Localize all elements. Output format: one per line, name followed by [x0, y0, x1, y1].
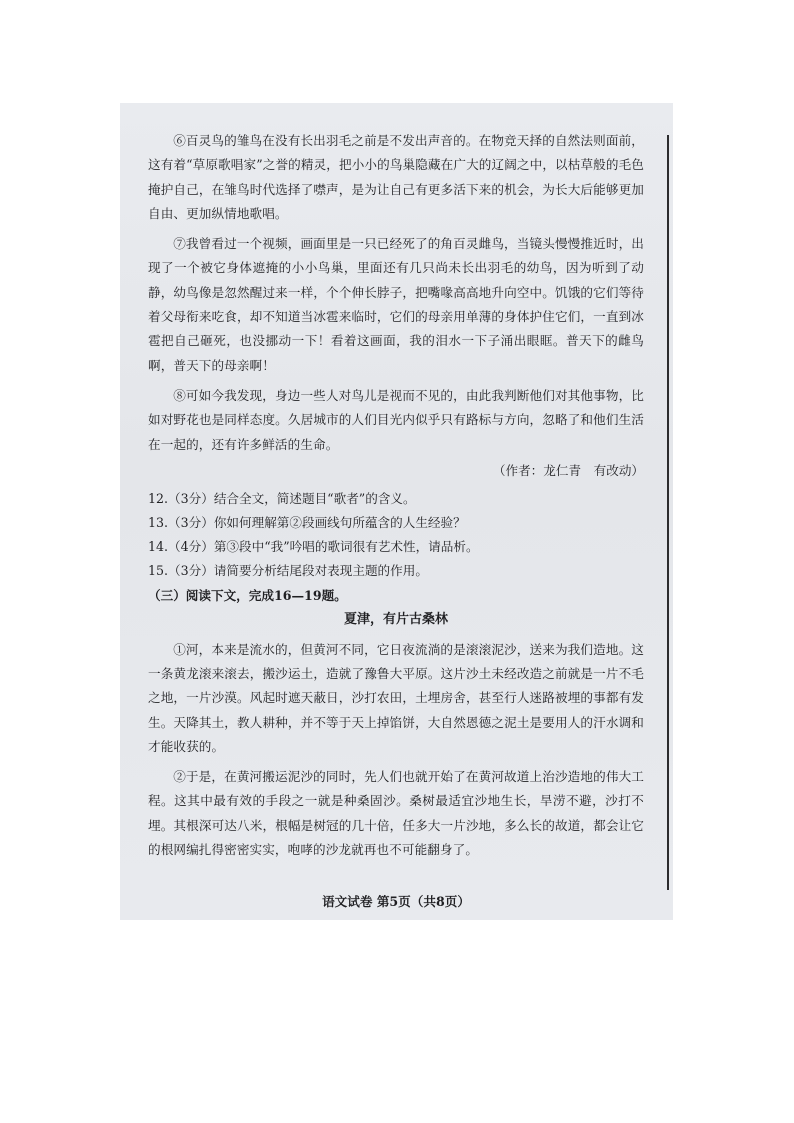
passage-paragraph-2: ②于是，在黄河搬运泥沙的同时，先人们也就开始了在黄河故道上治沙造地的伟大工程。这其中最有效的手段之一就是种桑固沙。桑树最适宜沙地生长，旱涝不避，沙打不埋。其根深可达八米，根幅是树冠的几十倍，任多大一片沙地，多么长的故道，都会让它的根网编扎得密密实实，咆哮的沙龙就再也不可能翻身了。	[148, 769, 644, 858]
section-heading: （三）阅读下文，完成16—19题。	[148, 587, 347, 603]
paragraph-6: ⑥百灵鸟的雏鸟在没有长出羽毛之前是不发出声音的。在物竞天择的自然法则面前，这有着“草原歌唱家”之誉的精灵，把小小的鸟巢隐藏在广大的辽阔之中，以枯草般的毛色掩护自己，在雏鸟时代选择了噤声，是为让自己有更多活下来的机会，为长大后能够更加自由、更加纵情地歌唱。	[148, 133, 644, 221]
passage-title: 夏津，有片古桑林	[343, 611, 448, 627]
question-14: 14.（4分）第③段中“我”吟唱的歌词很有艺术性，请品析。	[148, 539, 479, 555]
question-12: 12.（3分）结合全文，简述题目“歌者”的含义。	[148, 490, 416, 506]
exam-sheet	[148, 129, 644, 909]
paragraph-7: ⑦我曾看过一个视频，画面里是一只已经死了的角百灵雌鸟，当镜头慢慢推近时，出现了一个被它身体遮掩的小小鸟巢，里面还有几只尚未长出羽毛的幼鸟，因为听到了动静，幼鸟像是忽然醒过来一样，个个伸长脖子，把嘴喙高高地升向空中。饥饿的它们等待着父母衔来吃食，却不知道当冰雹来临时，它们的母亲用单薄的身体护住它们，一直到冰雹把自己砸死，也没挪动一下！看着这画面，我的泪水一下子涌出眼眶。普天下的雌鸟啊，普天下的母亲啊！	[148, 236, 644, 373]
page-footer: 语文试卷 第5页（共8页）	[322, 894, 470, 909]
author-line: （作者：龙仁青 有改动）	[492, 462, 644, 478]
page-edge-line	[667, 135, 669, 890]
paragraph-8: ⑧可如今我发现，身边一些人对鸟儿是视而不见的，由此我判断他们对其他事物，比如对野花也是同样态度。久居城市的人们目光内似乎只有路标与方向，忽略了和他们生活在一起的，还有许多鲜活的生命。	[148, 387, 644, 452]
passage-paragraph-1: ①河，本来是流水的，但黄河不同，它日夜流淌的是滚滚泥沙，送来为我们造地。这一条黄龙滚来滚去，搬沙运土，造就了豫鲁大平原。这片沙土未经改造之前就是一片不毛之地，一片沙漠。风起时遮天蔽日，沙打农田，土埋房舍，甚至行人迷路被埋的事都有发生。天降其土，教人耕种，并不等于天上掉馅饼，大自然恩德之泥土是要用人的汗水调和才能收获的。	[148, 641, 644, 754]
question-15: 15.（3分）请简要分析结尾段对表现主题的作用。	[148, 563, 428, 579]
photographed-page	[120, 103, 673, 920]
question-13: 13.（3分）你如何理解第②段画线句所蕴含的人生经验？	[148, 515, 466, 531]
